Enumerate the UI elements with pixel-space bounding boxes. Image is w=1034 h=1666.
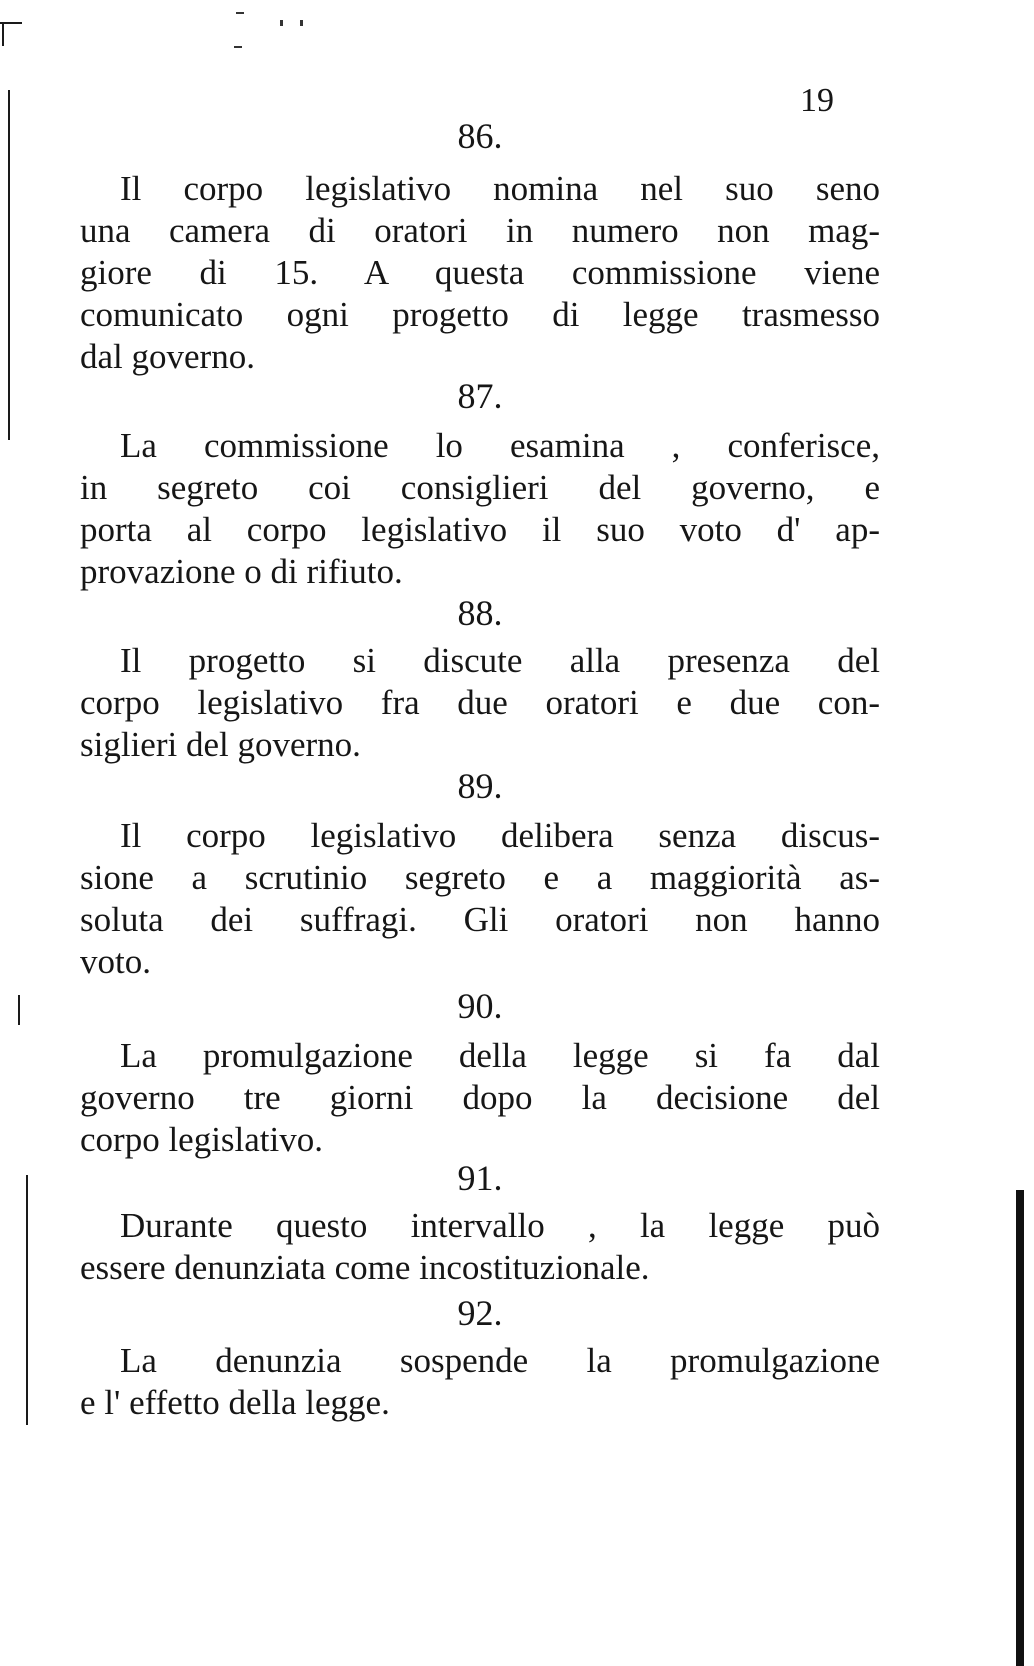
article-87-line: porta al corpo legislativo il suo voto d' ap- [80,510,880,549]
article-86-line: comunicato ogni progetto di legge trasmesso [80,295,880,334]
article-88-line: Il progetto si discute alla presenza del [120,641,880,680]
article-86-line: giore di 15. A questa commissione viene [80,253,880,292]
article-91-line: essere denunziata come incostituzionale. [80,1248,650,1287]
article-91-line: Durante questo intervallo , la legge può [120,1206,880,1245]
article-88-line: siglieri del governo. [80,725,361,764]
article-number-90: 90. [457,986,503,1026]
top-speck-3 [300,20,303,26]
top-speck-1 [236,12,244,14]
article-number-92: 92. [457,1293,503,1333]
article-89-line: voto. [80,942,151,981]
article-91-text [80,1205,880,1289]
article-86-text [80,168,880,378]
article-86-line: una camera di oratori in numero non mag- [80,211,880,250]
article-number-91: 91. [457,1158,503,1198]
article-number-89: 89. [457,766,503,806]
article-number-86: 86. [457,116,503,156]
article-92-text [80,1340,880,1424]
top-speck-4 [234,46,242,48]
article-number-87: 87. [457,376,503,416]
article-87-line: provazione o di rifiuto. [80,552,403,591]
right-edge-shadow [1016,1190,1024,1666]
top-speck-2 [280,20,283,26]
page-number: 19 [800,82,834,119]
article-92-line: La denunzia sospende la promulgazione [120,1341,880,1380]
article-89-text [80,815,880,983]
article-86-line: Il corpo legislativo nomina nel suo seno [120,169,880,208]
article-87-line: La commissione lo esamina , conferisce, [120,426,880,465]
article-89-line: soluta dei suffragi. Gli oratori non hanno [80,900,880,939]
left-corner-mark-vertical [2,22,4,46]
article-90-line: La promulgazione della legge si fa dal [120,1036,880,1075]
article-87-line: in segreto coi consiglieri del governo, e [80,468,880,507]
article-90-line: governo tre giorni dopo la decisione del [80,1078,880,1117]
article-92-line: e l' effetto della legge. [80,1383,390,1422]
article-90-line: corpo legislativo. [80,1120,324,1159]
article-88-text [80,640,880,766]
article-90-text [80,1035,880,1161]
article-88-line: corpo legislativo fra due oratori e due con- [80,683,880,722]
article-number-88: 88. [457,593,503,633]
article-89-line: Il corpo legislativo delibera senza discus- [120,816,880,855]
article-89-line: sione a scrutinio segreto e a maggiorità as- [80,858,880,897]
article-86-line: dal governo. [80,337,255,376]
article-87-text [80,425,880,593]
